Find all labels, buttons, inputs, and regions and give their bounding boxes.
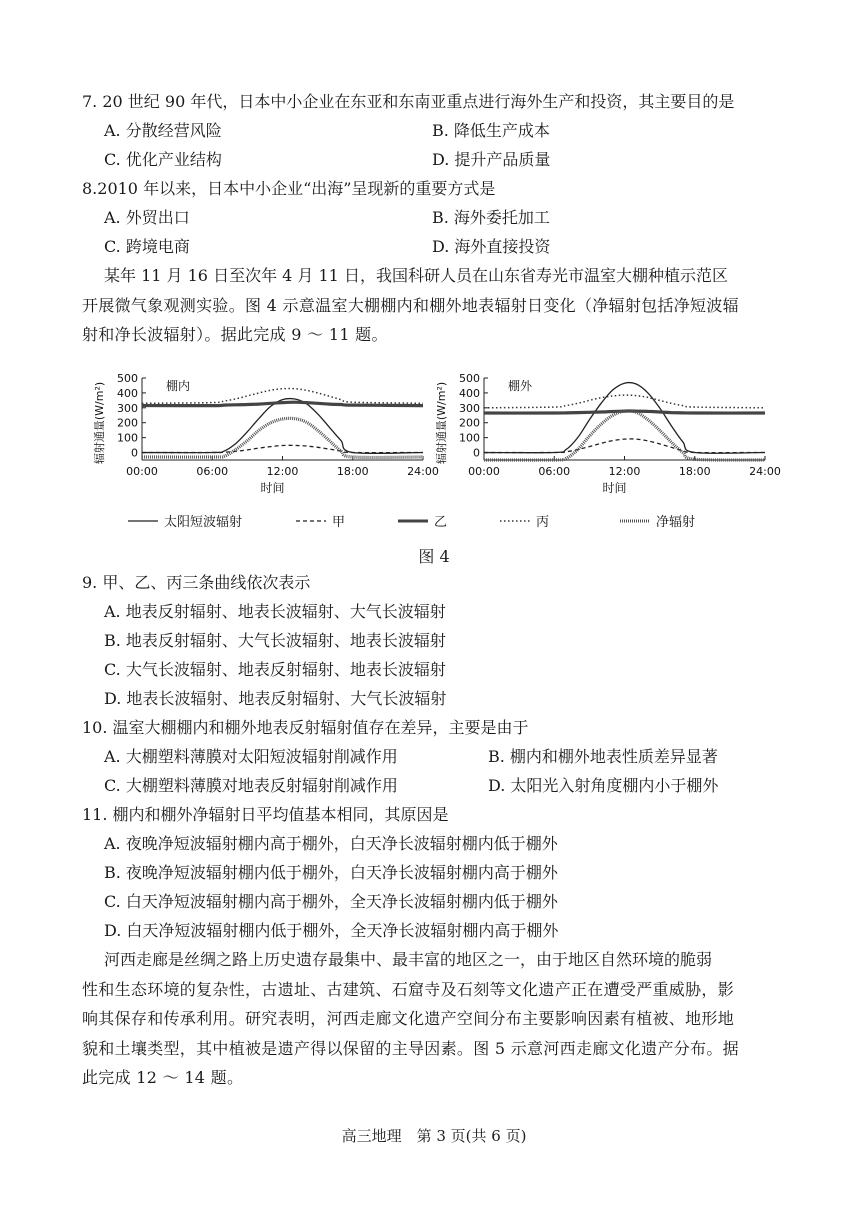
page-footer: 高三地理 第 3 页(共 6 页) — [341, 1127, 527, 1145]
y-tick-label: 400 — [459, 386, 480, 400]
q8-option-a: A. 外贸出口 — [104, 208, 190, 227]
x-tick-label: 12:00 — [266, 465, 299, 478]
intro2-line-3: 响其保存和传承利用。研究表明，河西走廊文化遗产空间分布主要影响因素有植被、地形地 — [82, 1009, 735, 1028]
y-tick-label: 100 — [459, 431, 480, 445]
series-line-净辐射 — [142, 418, 423, 457]
q7-option-c: C. 优化产业结构 — [104, 150, 222, 169]
intro2-line-5: 此完成 12 ～ 14 题。 — [82, 1068, 244, 1087]
x-tick-label: 12:00 — [608, 465, 641, 478]
q11-stem: 11. 棚内和棚外净辐射日平均值基本相同，其原因是 — [82, 805, 449, 824]
q7-stem: 7. 20 世纪 90 年代，日本中小企业在东亚和东南亚重点进行海外生产和投资，其主要目的是 — [82, 92, 735, 111]
series-line-乙 — [142, 402, 423, 405]
q10-option-b: B. 棚内和棚外地表性质差异显著 — [488, 747, 718, 766]
q11-option-a: A. 夜晚净短波辐射棚内高于棚外，白天净长波辐射棚内低于棚外 — [104, 834, 558, 853]
q7-option-b: B. 降低生产成本 — [432, 121, 550, 140]
q9-option-d: D. 地表长波辐射、地表反射辐射、大气长波辐射 — [104, 689, 447, 708]
q9-option-c: C. 大气长波辐射、地表反射辐射、地表长波辐射 — [104, 660, 446, 679]
chart-title: 棚外 — [508, 379, 533, 393]
x-tick-label: 18:00 — [678, 465, 711, 478]
q7-option-d: D. 提升产品质量 — [432, 150, 551, 169]
q9-option-a: A. 地表反射辐射、地表长波辐射、大气长波辐射 — [104, 602, 446, 621]
q11-option-b: B. 夜晚净短波辐射棚内低于棚外，白天净长波辐射棚内高于棚外 — [104, 863, 558, 882]
intro1-line-2: 开展微气象观测实验。图 4 示意温室大棚棚内和棚外地表辐射日变化（净辐射包括净短波辐 — [82, 296, 739, 315]
y-axis-label: 辐射通量(W/m²) — [435, 381, 448, 465]
x-tick-label: 06:00 — [196, 465, 229, 478]
chart-inside — [90, 368, 439, 500]
intro1-line-1: 某年 11 月 16 日至次年 4 月 11 日，我国科研人员在山东省寿光市温室大棚种植示范区 — [104, 266, 728, 285]
q8-option-d: D. 海外直接投资 — [432, 237, 551, 256]
chart-outside — [432, 368, 781, 500]
x-tick-label: 00:00 — [126, 465, 158, 478]
q8-option-b: B. 海外委托加工 — [432, 208, 550, 227]
y-axis-label: 辐射通量(W/m²) — [93, 381, 106, 465]
x-tick-label: 06:00 — [538, 465, 571, 478]
legend-label-乙: 乙 — [434, 515, 448, 530]
q10-stem: 10. 温室大棚棚内和棚外地表反射辐射值存在差异，主要是由于 — [82, 718, 529, 737]
chart-title: 棚内 — [166, 379, 191, 393]
x-tick-label: 24:00 — [407, 465, 439, 478]
y-tick-label: 200 — [117, 416, 138, 430]
q11-option-c: C. 白天净短波辐射棚内高于棚外，全天净长波辐射棚内低于棚外 — [104, 892, 558, 911]
q8-option-c: C. 跨境电商 — [104, 237, 190, 256]
legend-label-太阳短波辐射: 太阳短波辐射 — [164, 515, 243, 530]
y-tick-label: 300 — [459, 401, 480, 415]
q10-option-a: A. 大棚塑料薄膜对太阳短波辐射削减作用 — [104, 747, 398, 766]
y-tick-label: 300 — [117, 401, 138, 415]
legend-label-净辐射: 净辐射 — [656, 515, 696, 530]
q10-option-c: C. 大棚塑料薄膜对地表反射辐射削减作用 — [104, 776, 398, 795]
x-axis-label: 时间 — [602, 481, 627, 495]
y-tick-label: 0 — [473, 446, 480, 460]
y-tick-label: 500 — [117, 372, 138, 385]
y-tick-label: 100 — [117, 431, 138, 445]
chart-legend — [0, 508, 868, 534]
q7-option-a: A. 分散经营风险 — [104, 121, 222, 140]
q10-option-d: D. 太阳光入射角度棚内小于棚外 — [488, 776, 719, 795]
figure-caption: 图 4 — [418, 547, 450, 566]
legend-label-甲: 甲 — [332, 515, 346, 530]
x-tick-label: 24:00 — [749, 465, 781, 478]
intro2-line-2: 性和生态环境的复杂性，古遗址、古建筑、石窟寺及石刻等文化遗产正在遭受严重威胁，影 — [82, 980, 735, 999]
q8-stem: 8.2010 年以来，日本中小企业“出海”呈现新的重要方式是 — [82, 179, 496, 198]
y-tick-label: 0 — [131, 446, 138, 460]
series-line-丙 — [484, 395, 765, 408]
intro2-line-1: 河西走廊是丝绸之路上历史遗存最集中、最丰富的地区之一，由于地区自然环境的脆弱 — [104, 950, 713, 969]
x-axis-label: 时间 — [260, 481, 285, 495]
q11-option-d: D. 白天净短波辐射棚内低于棚外，全天净长波辐射棚内高于棚外 — [104, 921, 559, 940]
x-tick-label: 18:00 — [336, 465, 369, 478]
series-line-甲 — [142, 445, 423, 452]
q9-stem: 9. 甲、乙、丙三条曲线依次表示 — [82, 573, 311, 592]
y-tick-label: 200 — [459, 416, 480, 430]
series-line-甲 — [484, 439, 765, 453]
y-tick-label: 400 — [117, 386, 138, 400]
q9-option-b: B. 地表反射辐射、大气长波辐射、地表长波辐射 — [104, 631, 446, 650]
intro1-line-3: 射和净长波辐射）。据此完成 9 ～ 11 题。 — [82, 325, 388, 344]
y-tick-label: 500 — [459, 372, 480, 385]
legend-label-丙: 丙 — [536, 515, 550, 530]
x-tick-label: 00:00 — [468, 465, 500, 478]
intro2-line-4: 貌和土壤类型，其中植被是遗产得以保留的主导因素。图 5 示意河西走廊文化遗产分布。据 — [82, 1039, 739, 1058]
series-line-太阳短波辐射 — [484, 383, 765, 454]
